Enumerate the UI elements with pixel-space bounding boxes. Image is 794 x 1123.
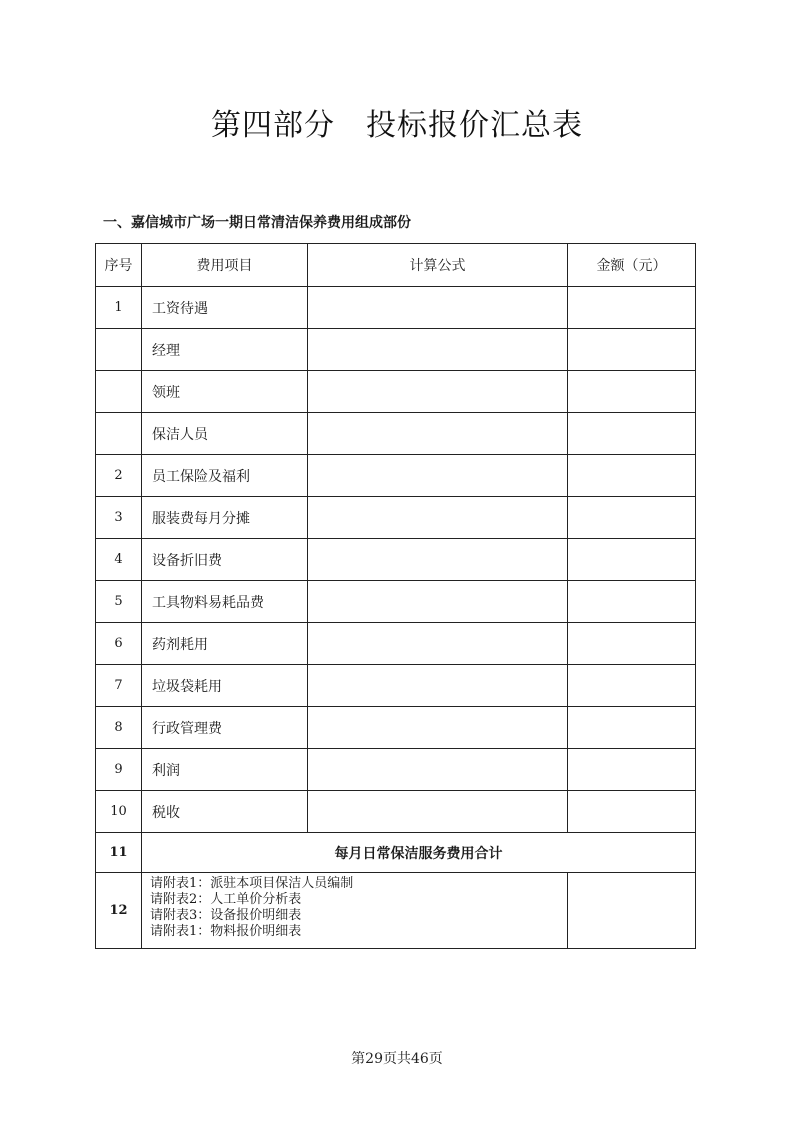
total-row-label: 每月日常保洁服务费用合计 bbox=[142, 833, 696, 873]
header-item: 费用项目 bbox=[142, 244, 308, 287]
row-no: 5 bbox=[96, 581, 142, 623]
header-formula: 计算公式 bbox=[308, 244, 568, 287]
row-item: 工资待遇 bbox=[142, 287, 308, 329]
table-row bbox=[96, 581, 696, 623]
attachments-row bbox=[96, 873, 696, 949]
header-no: 序号 bbox=[96, 244, 142, 287]
row-item: 保洁人员 bbox=[142, 413, 308, 455]
row-item: 工具物料易耗品费 bbox=[142, 581, 308, 623]
row-amount-cell bbox=[568, 329, 696, 371]
row-amount-cell bbox=[568, 539, 696, 581]
row-item: 服装费每月分摊 bbox=[142, 497, 308, 539]
row-amount-cell bbox=[568, 371, 696, 413]
row-item: 经理 bbox=[142, 329, 308, 371]
page-footer: 第29页共46页 bbox=[351, 1051, 443, 1067]
row-amount-cell bbox=[568, 287, 696, 329]
row-item: 药剂耗用 bbox=[142, 623, 308, 665]
table-row bbox=[96, 413, 696, 455]
row-no: 10 bbox=[96, 791, 142, 833]
row-no: 1 bbox=[96, 287, 142, 329]
row-amount-cell bbox=[568, 749, 696, 791]
row-amount-cell bbox=[568, 665, 696, 707]
table-row bbox=[96, 749, 696, 791]
table-header-row bbox=[96, 244, 696, 287]
attachments-row-no: 12 bbox=[96, 873, 142, 949]
table-row bbox=[96, 287, 696, 329]
attachments-list bbox=[142, 873, 568, 949]
header-amount: 金额（元） bbox=[568, 244, 696, 287]
row-item: 设备折旧费 bbox=[142, 539, 308, 581]
attachment-line: 请附表1：派驻本项目保洁人员编制 bbox=[150, 876, 354, 891]
row-no bbox=[96, 329, 142, 371]
table-row bbox=[96, 665, 696, 707]
row-amount-cell bbox=[568, 623, 696, 665]
row-item: 行政管理费 bbox=[142, 707, 308, 749]
row-formula-cell bbox=[308, 539, 568, 581]
row-no bbox=[96, 371, 142, 413]
table-row bbox=[96, 707, 696, 749]
total-row bbox=[96, 833, 696, 873]
row-amount-cell bbox=[568, 455, 696, 497]
table-row bbox=[96, 455, 696, 497]
row-item: 员工保险及福利 bbox=[142, 455, 308, 497]
row-amount-cell bbox=[568, 497, 696, 539]
row-no: 8 bbox=[96, 707, 142, 749]
attachment-line: 请附表1：物料报价明细表 bbox=[150, 924, 302, 939]
row-amount-cell bbox=[568, 413, 696, 455]
row-no: 4 bbox=[96, 539, 142, 581]
row-no: 6 bbox=[96, 623, 142, 665]
attachments-amount-cell bbox=[568, 873, 696, 949]
row-formula-cell bbox=[308, 623, 568, 665]
row-formula-cell bbox=[308, 413, 568, 455]
table-row bbox=[96, 497, 696, 539]
row-no: 3 bbox=[96, 497, 142, 539]
table-row bbox=[96, 791, 696, 833]
row-formula-cell bbox=[308, 287, 568, 329]
row-formula-cell bbox=[308, 455, 568, 497]
row-item: 利润 bbox=[142, 749, 308, 791]
row-no: 2 bbox=[96, 455, 142, 497]
row-item: 垃圾袋耗用 bbox=[142, 665, 308, 707]
row-formula-cell bbox=[308, 791, 568, 833]
attachment-line: 请附表2：人工单价分析表 bbox=[150, 892, 302, 907]
row-formula-cell bbox=[308, 665, 568, 707]
row-no bbox=[96, 413, 142, 455]
row-amount-cell bbox=[568, 581, 696, 623]
page-title: 第四部分 投标报价汇总表 bbox=[211, 108, 583, 143]
row-formula-cell bbox=[308, 749, 568, 791]
table-row bbox=[96, 329, 696, 371]
row-formula-cell bbox=[308, 707, 568, 749]
section-heading: 一、嘉信城市广场一期日常清洁保养费用组成部份 bbox=[103, 215, 411, 231]
quotation-summary-table bbox=[95, 243, 696, 949]
row-amount-cell bbox=[568, 707, 696, 749]
row-formula-cell bbox=[308, 329, 568, 371]
table-row bbox=[96, 371, 696, 413]
attachment-line: 请附表3：设备报价明细表 bbox=[150, 908, 302, 923]
row-formula-cell bbox=[308, 581, 568, 623]
row-amount-cell bbox=[568, 791, 696, 833]
table-row bbox=[96, 623, 696, 665]
row-item: 税收 bbox=[142, 791, 308, 833]
table-row bbox=[96, 539, 696, 581]
row-formula-cell bbox=[308, 497, 568, 539]
total-row-no: 11 bbox=[96, 833, 142, 873]
row-item: 领班 bbox=[142, 371, 308, 413]
row-formula-cell bbox=[308, 371, 568, 413]
row-no: 7 bbox=[96, 665, 142, 707]
row-no: 9 bbox=[96, 749, 142, 791]
